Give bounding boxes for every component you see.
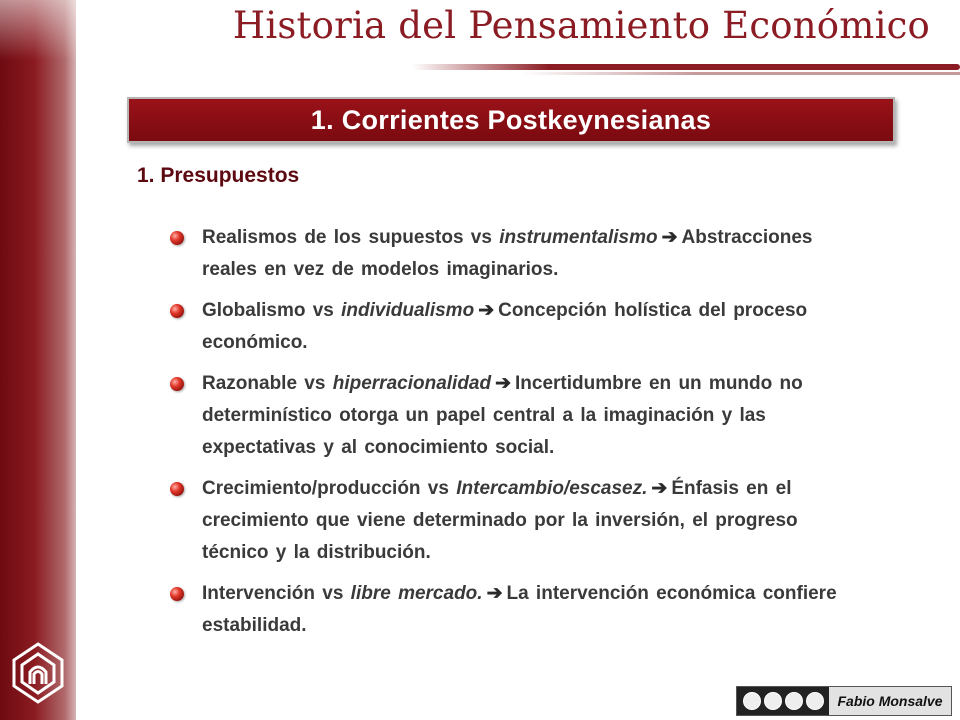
sidebar-fade (0, 0, 76, 60)
bullet-lead: Razonable vs (202, 373, 333, 394)
slide-title: 1. Corrientes Postkeynesianas (310, 104, 712, 135)
footer-credit (736, 686, 952, 716)
bullet-lead: Realismos de los supuestos vs (202, 227, 500, 248)
bullet-item (170, 473, 870, 569)
by-icon (764, 692, 782, 710)
bullet-italic: libre mercado. (350, 583, 483, 604)
bullet-after: Abstracciones reales en vez de modelos imaginarios. (202, 227, 813, 280)
bullet-italic: hiperracionalidad (332, 373, 492, 394)
cc-icon (743, 692, 761, 710)
slide-title-banner (127, 97, 895, 143)
bullet-lead: Globalismo vs (202, 300, 342, 321)
header-title: Historia del Pensamiento Económico (232, 4, 930, 47)
arrow-right-icon: ➔ (495, 373, 512, 394)
cc-by-nc-sa-icon[interactable] (737, 687, 829, 715)
bullet-icon (170, 587, 184, 601)
section-subheading: 1. Presupuestos (137, 164, 300, 187)
bullet-italic: individualismo (341, 300, 475, 321)
header-divider (412, 64, 960, 70)
university-logo-icon (8, 640, 68, 706)
header-divider-secondary (520, 72, 960, 75)
bullet-list (170, 222, 870, 651)
bullet-icon (170, 482, 184, 496)
arrow-right-icon: ➔ (661, 227, 678, 248)
bullet-item (170, 295, 870, 359)
arrow-right-icon: ➔ (486, 583, 503, 604)
bullet-after: Concepción holística del proceso económico. (202, 300, 808, 353)
bullet-icon (170, 304, 184, 318)
arrow-right-icon: ➔ (478, 300, 495, 321)
bullet-item (170, 368, 870, 464)
bullet-item (170, 222, 870, 286)
sa-icon (806, 692, 824, 710)
bullet-icon (170, 231, 184, 245)
author-name: Fabio Monsalve (829, 687, 951, 715)
bullet-lead: Crecimiento/producción vs (202, 478, 457, 499)
bullet-item (170, 578, 870, 642)
arrow-right-icon: ➔ (651, 478, 668, 499)
bullet-after: Énfasis en el crecimiento que viene determinado por la inversión, el progreso técnico y la distribución. (202, 478, 798, 563)
bullet-after: La intervención económica confiere estabilidad. (202, 583, 837, 636)
nc-icon (785, 692, 803, 710)
bullet-icon (170, 377, 184, 391)
bullet-italic: instrumentalismo (499, 227, 658, 248)
bullet-italic: Intercambio/escasez. (456, 478, 648, 499)
bullet-after: Incertidumbre en un mundo no determinístico otorga un papel central a la imaginación y las expectativas y al conocimiento social. (202, 373, 803, 458)
sidebar (0, 0, 76, 720)
bullet-lead: Intervención vs (202, 583, 351, 604)
